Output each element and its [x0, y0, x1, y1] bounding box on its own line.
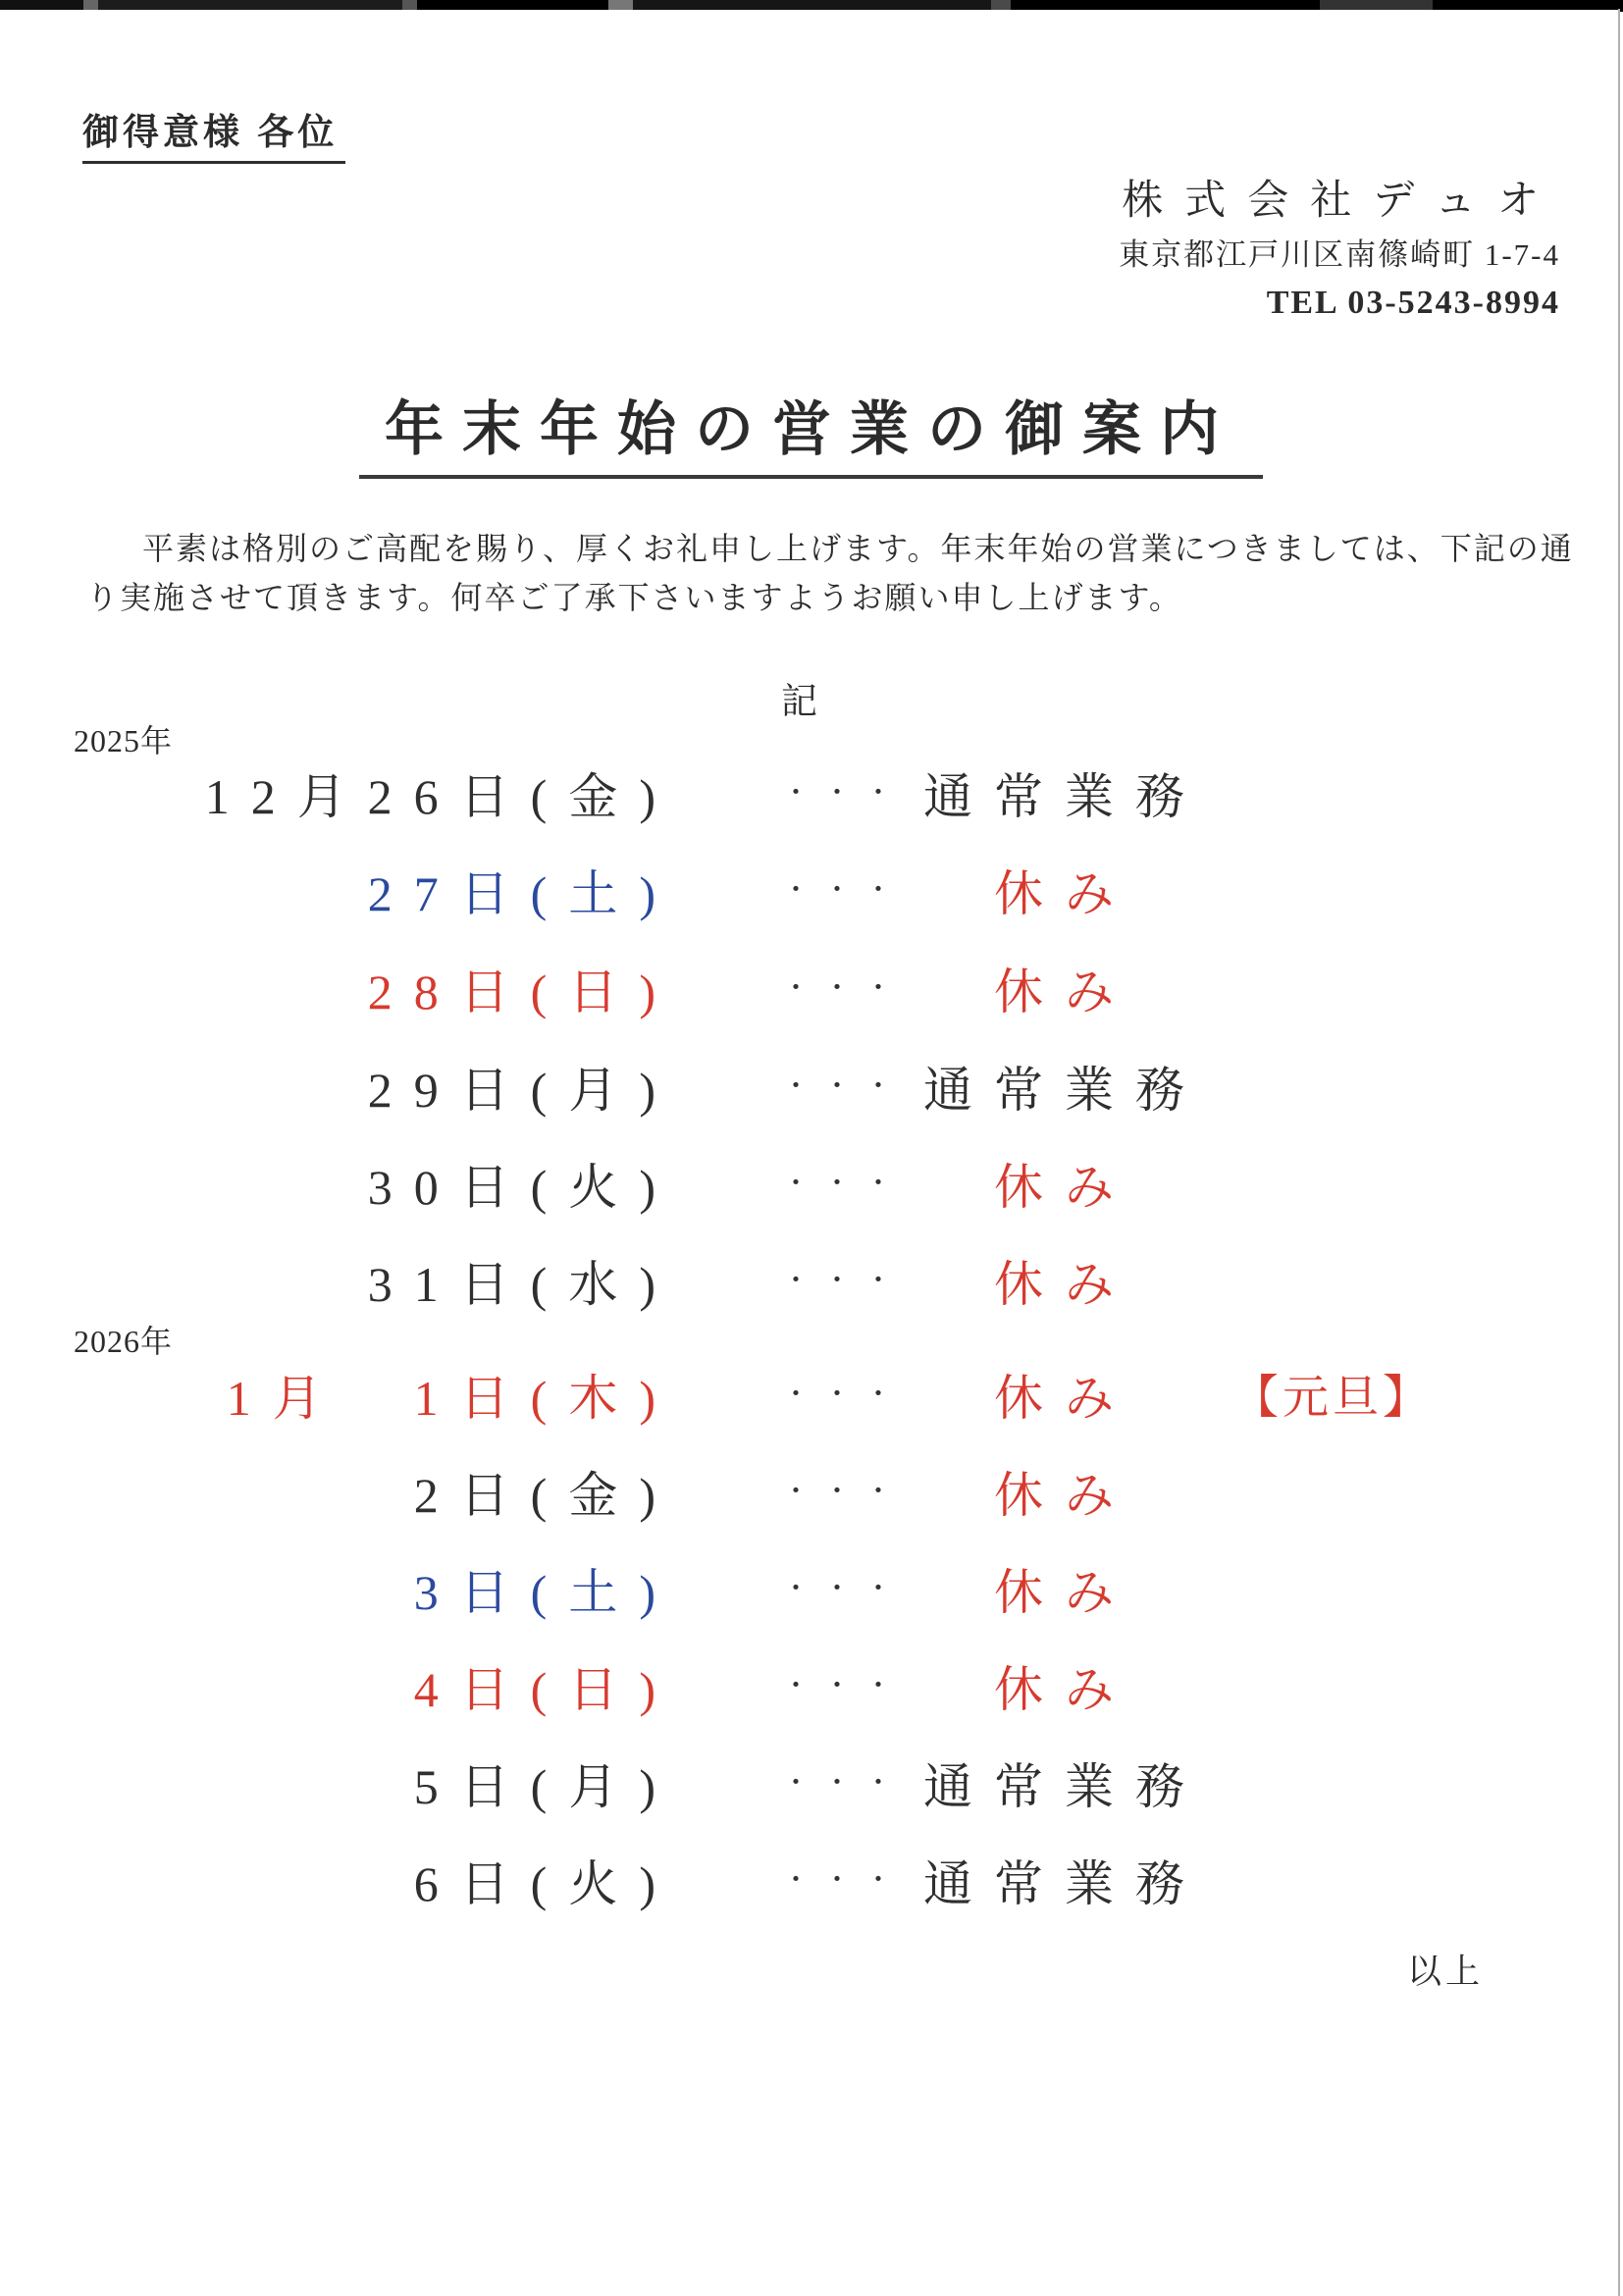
schedule-status: 休み [994, 1160, 1135, 1215]
body-line: り実施させて頂きます。何卒ご了承下さいますようお願い申し上げます。 [86, 580, 1182, 615]
schedule-row [0, 1359, 1623, 1428]
schedule-note: 【元旦】 [1232, 1373, 1433, 1424]
schedule-row [0, 1148, 1623, 1217]
schedule-status: 通常業務 [923, 1759, 1206, 1814]
schedule-row [0, 1051, 1623, 1120]
company-name: 株式会社デュオ [1122, 179, 1560, 224]
dots-separator: ・・・ [781, 1071, 906, 1102]
schedule-date: 4日(日) [413, 1662, 677, 1717]
schedule-date: 2日(金) [413, 1468, 677, 1523]
dots-separator: ・・・ [781, 778, 906, 809]
schedule-date: 31日(水) [367, 1257, 677, 1312]
schedule-row [0, 1845, 1623, 1913]
schedule-date: 3日(土) [413, 1565, 677, 1620]
schedule-row [0, 1456, 1623, 1525]
schedule-status: 休み [994, 965, 1135, 1019]
schedule-row [0, 1553, 1623, 1622]
schedule-date: 28日(日) [367, 965, 677, 1019]
schedule-status: 通常業務 [923, 1856, 1206, 1911]
schedule-date: 6日(火) [413, 1856, 677, 1911]
schedule-status: 休み [994, 1565, 1135, 1620]
schedule-row [0, 953, 1623, 1021]
year-label-2026: 2026年 [74, 1324, 174, 1359]
schedule-row [0, 855, 1623, 923]
dots-separator: ・・・ [781, 1768, 906, 1799]
company-tel: TEL 03-5243-8994 [1266, 285, 1560, 321]
schedule-status: 休み [994, 866, 1135, 921]
schedule-status: 通常業務 [923, 1063, 1206, 1118]
schedule-row [0, 757, 1623, 826]
dots-separator: ・・・ [781, 1380, 906, 1410]
record-mark: 記 [781, 682, 819, 722]
dots-separator: ・・・ [781, 1266, 906, 1296]
body-line: 平素は格別のご高配を賜り、厚くお礼申し上げます。年末年始の営業につきましては、下記の通 [142, 531, 1574, 566]
schedule-row [0, 1650, 1623, 1719]
schedule-date: 29日(月) [367, 1063, 677, 1118]
schedule-row [0, 1245, 1623, 1314]
schedule-date: 1月 1日(木) [226, 1371, 677, 1426]
company-block [1119, 175, 1560, 326]
page-title: 年末年始の営業の御案内 [359, 383, 1263, 479]
schedule-status: 休み [994, 1371, 1135, 1426]
scan-artifact-top-band [0, 0, 1623, 10]
schedule-row [0, 1748, 1623, 1816]
dots-separator: ・・・ [781, 875, 906, 906]
schedule-date: 5日(月) [413, 1759, 677, 1814]
dots-separator: ・・・ [781, 1865, 906, 1896]
schedule-status: 通常業務 [923, 769, 1206, 824]
company-address: 東京都江戸川区南篠崎町 1-7-4 [1119, 237, 1560, 272]
schedule-date: 30日(火) [367, 1160, 677, 1215]
dots-separator: ・・・ [781, 1574, 906, 1604]
schedule-status: 休み [994, 1257, 1135, 1312]
schedule-status: 休み [994, 1662, 1135, 1717]
schedule-date: 12月26日(金) [204, 769, 677, 824]
recipient-line: 御得意様 各位 [82, 102, 345, 164]
dots-separator: ・・・ [781, 1477, 906, 1507]
dots-separator: ・・・ [781, 973, 906, 1004]
body-paragraph [86, 524, 1574, 622]
dots-separator: ・・・ [781, 1671, 906, 1701]
dots-separator: ・・・ [781, 1169, 906, 1199]
schedule-status: 休み [994, 1468, 1135, 1523]
schedule-date: 27日(土) [367, 866, 677, 921]
closing-mark: 以上 [1406, 1953, 1484, 1991]
year-label-2025: 2025年 [74, 723, 174, 758]
